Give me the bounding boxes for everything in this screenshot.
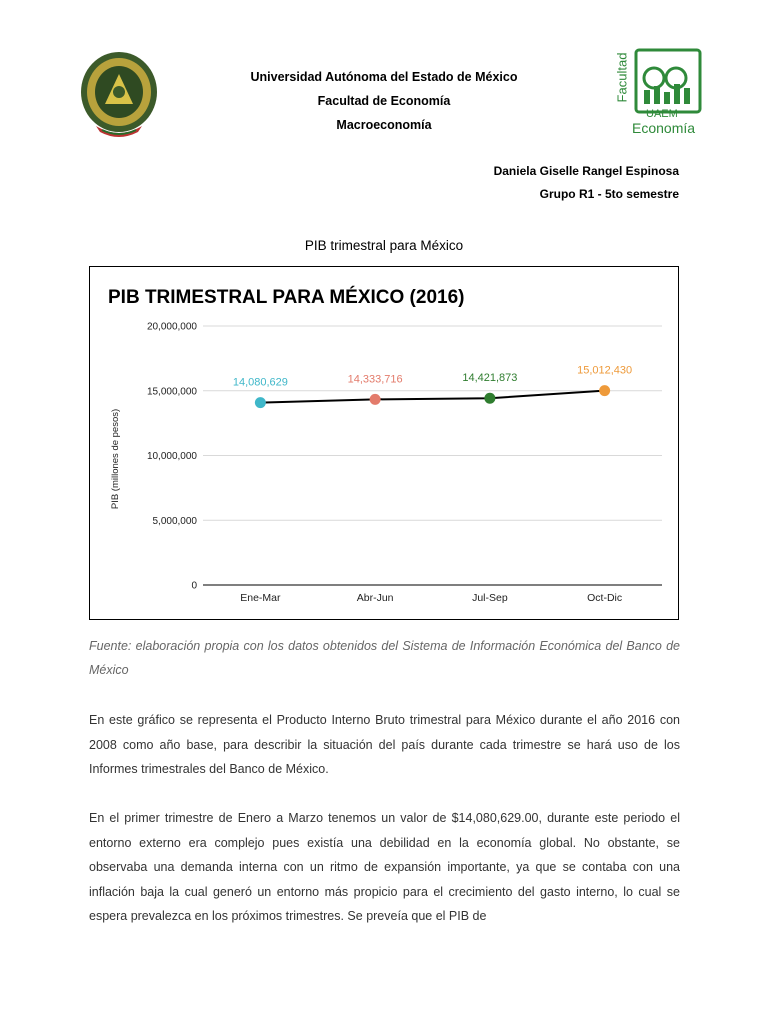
data-label: 14,421,873 [462,372,518,385]
data-label: 14,333,716 [347,373,403,386]
paragraph-1: En este gráfico se representa el Producto Interno Bruto trimestral para México durante el año 2016 con 2008 como año base, para describir la situación del país durante cada trimestre se hará uso de los Informes trimestrales del Banco de México. [89,713,680,777]
chart-series-line [260,391,604,403]
faculty-logo-word-facultad: Facultad [614,52,630,103]
data-point [484,393,495,404]
faculty-economy-logo [614,48,704,140]
gdp-line-chart [90,267,678,619]
series-line [260,391,604,403]
data-point [599,385,610,396]
y-axis-label: PIB (millones de pesos) [110,408,121,510]
y-axis-ticks [147,322,198,592]
faculty-name: Facultad de Economía [317,94,451,108]
data-point [255,397,266,408]
chart-frame [89,266,679,620]
chart-source-caption: Fuente: elaboración propia con los datos obtenidos del Sistema de Información Económica del Banco de México [89,639,680,677]
data-label: 15,012,430 [577,364,633,377]
y-tick-label: 0 [191,580,197,592]
chart-points [255,385,610,408]
data-point [370,394,381,405]
author-name: Daniela Giselle Rangel Espinosa [493,164,679,178]
x-tick-label: Abr-Jun [356,592,394,604]
chart-title: PIB TRIMESTRAL PARA MÉXICO (2016) [108,287,465,308]
y-tick-label: 20,000,000 [146,321,197,333]
paragraph-2: En el primer trimestre de Enero a Marzo tenemos un valor de $14,080,629.00, durante este periodo el entorno externo era complejo pues existía una debilidad en la economía global. No obstante, se observaba una demanda interna con un ritmo de expansión importante, ya que se contaba con una inflación baja la cual generó un entorno más propicio para el crecimiento del gasto interno, lo cual se espera prevalezca en los próximos trimestres. Se preveía que el PIB de [89,811,680,924]
university-seal-logo [78,48,160,140]
section-title: PIB trimestral para México [304,238,464,253]
x-tick-label: Jul-Sep [472,592,508,604]
x-tick-label: Oct-Dic [587,592,623,604]
university-name: Universidad Autónoma del Estado de México [250,70,518,84]
y-tick-label: 10,000,000 [146,451,197,462]
faculty-logo-word-uaem: UAEM [646,108,678,120]
faculty-logo-word-economia: Economía [632,120,696,136]
course-name: Macroeconomía [336,118,432,132]
x-axis-ticks [240,592,622,604]
group-label: Grupo R1 - 5to semestre [539,187,679,201]
y-tick-label: 15,000,000 [146,386,197,398]
data-label: 14,080,629 [232,376,288,389]
chart-data-labels [233,365,632,389]
y-tick-label: 5,000,000 [152,515,197,527]
x-tick-label: Ene-Mar [240,592,281,604]
